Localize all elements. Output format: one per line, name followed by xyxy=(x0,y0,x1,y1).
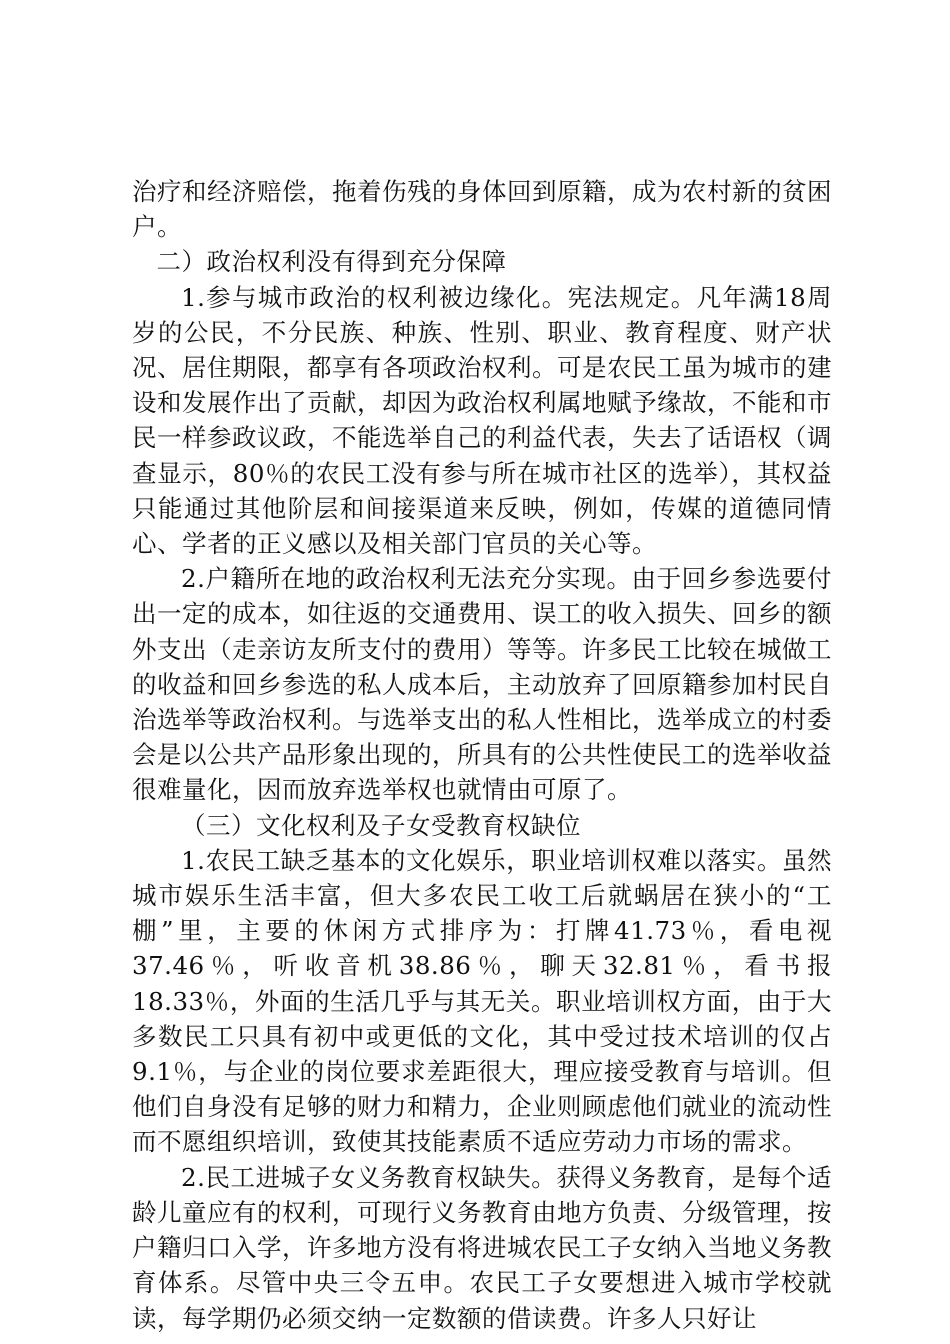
section-heading-political-rights: 二）政治权利没有得到充分保障 xyxy=(156,247,507,277)
section-heading-cultural-rights: （三）文化权利及子女受教育权缺位 xyxy=(181,810,581,840)
paragraph-hukou-political-rights: 2.户籍所在地的政治权利无法充分实现。由于回乡参选要付出一定的成本，如往返的交通费用、误工的收入损失、回乡的额外支出（走亲访友所支付的费用）等等。许多民工比较在城做工的收益和回乡参选的私人成本后，主动放弃了回原籍参加村民自治选举等政治权利。与选举支出的私人性相比，选举成立的村委会是以公共产品形象出现的，所具有的公共性使民工的选举收益很难量化，因而放弃选举权也就情由可原了。 xyxy=(132,564,832,805)
paragraph-cultural-entertainment: 1.农民工缺乏基本的文化娱乐，职业培训权难以落实。虽然城市娱乐生活丰富，但大多农民工收工后就蜗居在狭小的“工棚”里，主要的休闲方式排序为：打牌41.73％，看电视37.46％，听收音机38.86％，聊天32.81％，看书报18.33％，外面的生活几乎与其无关。职业培训权方面，由于大多数民工只具有初中或更低的文化，其中受过技术培训的仅占9.1％，与企业的岗位要求差距很大，理应接受教育与培训。但他们自身没有足够的财力和精力，企业则顾虑他们就业的流动性而不愿组织培训，致使其技能素质不适应劳动力市场的需求。 xyxy=(132,845,832,1157)
paragraph-children-education: 2.民工进城子女义务教育权缺失。获得义务教育，是每个适龄儿童应有的权利，可现行义务教育由地方负责、分级管理，按户籍归口入学，许多地方没有将进城农民工子女纳入当地义务教育体系。尽管中央三令五申。农民工子女要想进入城市学校就读，每学期仍必须交纳一定数额的借读费。许多人只好让 xyxy=(132,1162,832,1333)
paragraph-continued: 治疗和经济赔偿，拖着伤残的身体回到原籍，成为农村新的贫困户。 xyxy=(132,177,832,242)
paragraph-urban-political-rights: 1.参与城市政治的权利被边缘化。宪法规定。凡年满18周岁的公民，不分民族、种族、性别、职业、教育程度、财产状况、居住期限，都享有各项政治权利。可是农民工虽为城市的建设和发展作出了贡献，却因为政治权利属地赋予缘故，不能和市民一样参政议政，不能选举自己的利益代表，失去了话语权（调查显示，80％的农民工没有参与所在城市社区的选举），其权益只能通过其他阶层和间接渠道来反映，例如，传媒的道德同情心、学者的正义感以及相关部门官员的关心等。 xyxy=(132,282,832,559)
document-body xyxy=(132,174,832,1336)
